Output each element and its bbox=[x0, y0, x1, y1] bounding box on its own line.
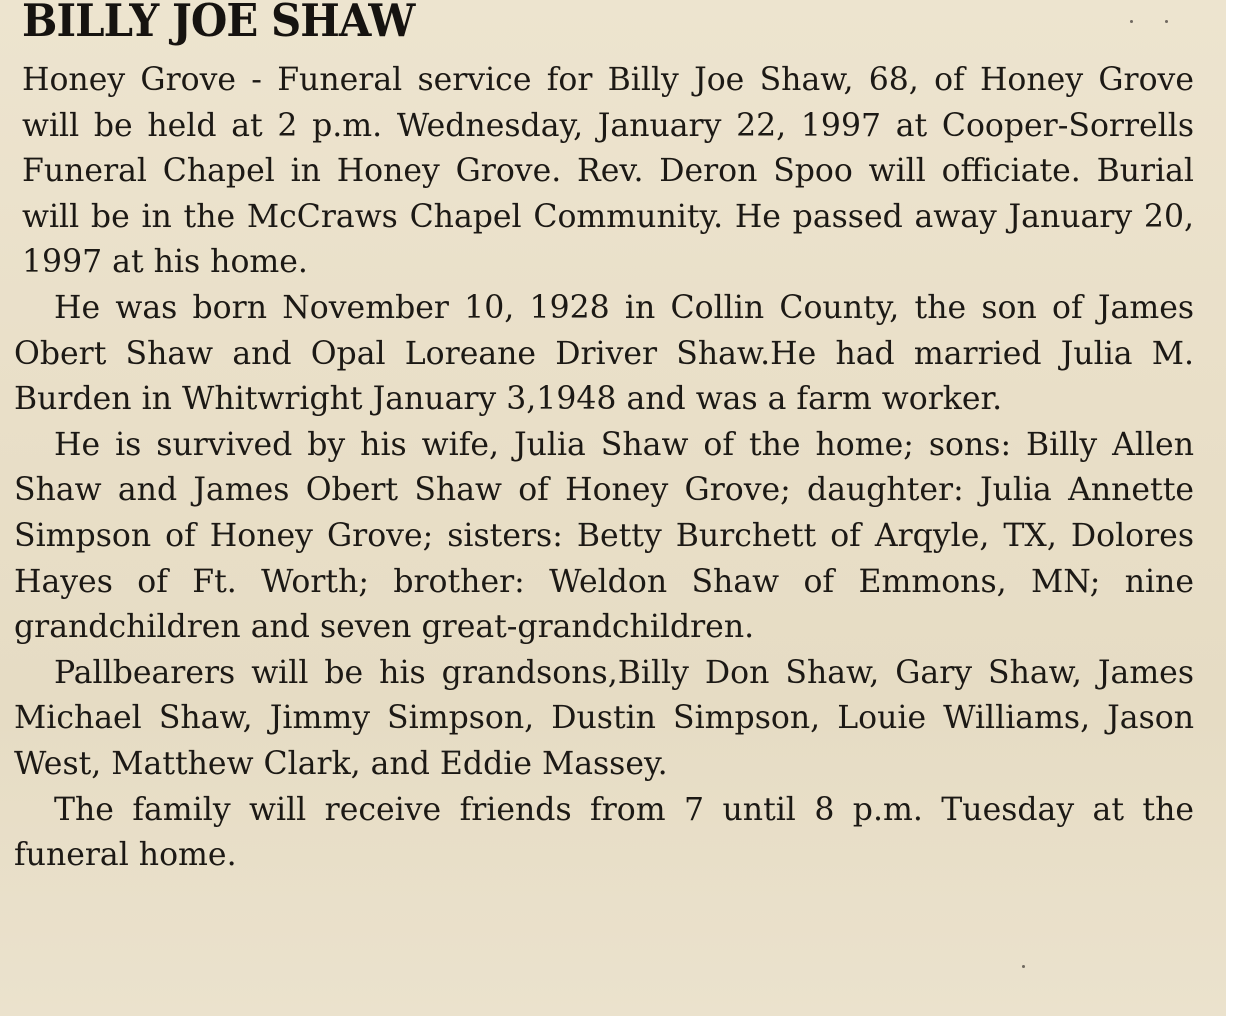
paragraph-survivors: He is survived by his wife, Julia Shaw of the home; sons: Billy Allen Shaw and James Obert Shaw of Honey Grove; daughter: Julia Annette Simpson of Honey Grove; sisters: Betty Burchett of Arqyle, TX, Dolores Hayes of Ft. Worth; brother: Weldon Shaw of Emmons, MN; nine grandchildren and seven great-grandchildren. bbox=[14, 426, 1194, 646]
paragraph-service-details: Honey Grove - Funeral service for Billy Joe Shaw, 68, of Honey Grove will be held at 2 p.m. Wednesday, January 22, 1997 at Cooper-Sorrells Funeral Chapel in Honey Grove. Rev. Deron Spoo will officiate. Burial will be in the McCraws Chapel Community. He passed away January 20, 1997 at his home. bbox=[22, 62, 1194, 281]
print-speck bbox=[1130, 20, 1133, 23]
paragraph-pallbearers: Pallbearers will be his grandsons,Billy Don Shaw, Gary Shaw, James Michael Shaw, Jimmy Simpson, Dustin Simpson, Louie Williams, Jason West, Matthew Clark, and Eddie Massey. bbox=[14, 654, 1194, 782]
paragraph-birth-and-marriage: He was born November 10, 1928 in Collin County, the son of James Obert Shaw and Opal Loreane Driver Shaw.He had married Julia M. Burden in Whitwright January 3,1948 and was a farm worker. bbox=[14, 289, 1194, 418]
scan-margin-right bbox=[1226, 0, 1241, 1024]
print-speck bbox=[1022, 965, 1025, 968]
print-speck bbox=[1165, 20, 1168, 23]
obituary-headline: BILLY JOE SHAW bbox=[22, 0, 415, 47]
obituary-body bbox=[14, 58, 1194, 879]
scan-margin-bottom bbox=[0, 1016, 1241, 1024]
paragraph-visitation: The family will receive friends from 7 until 8 p.m. Tuesday at the funeral home. bbox=[14, 791, 1194, 874]
